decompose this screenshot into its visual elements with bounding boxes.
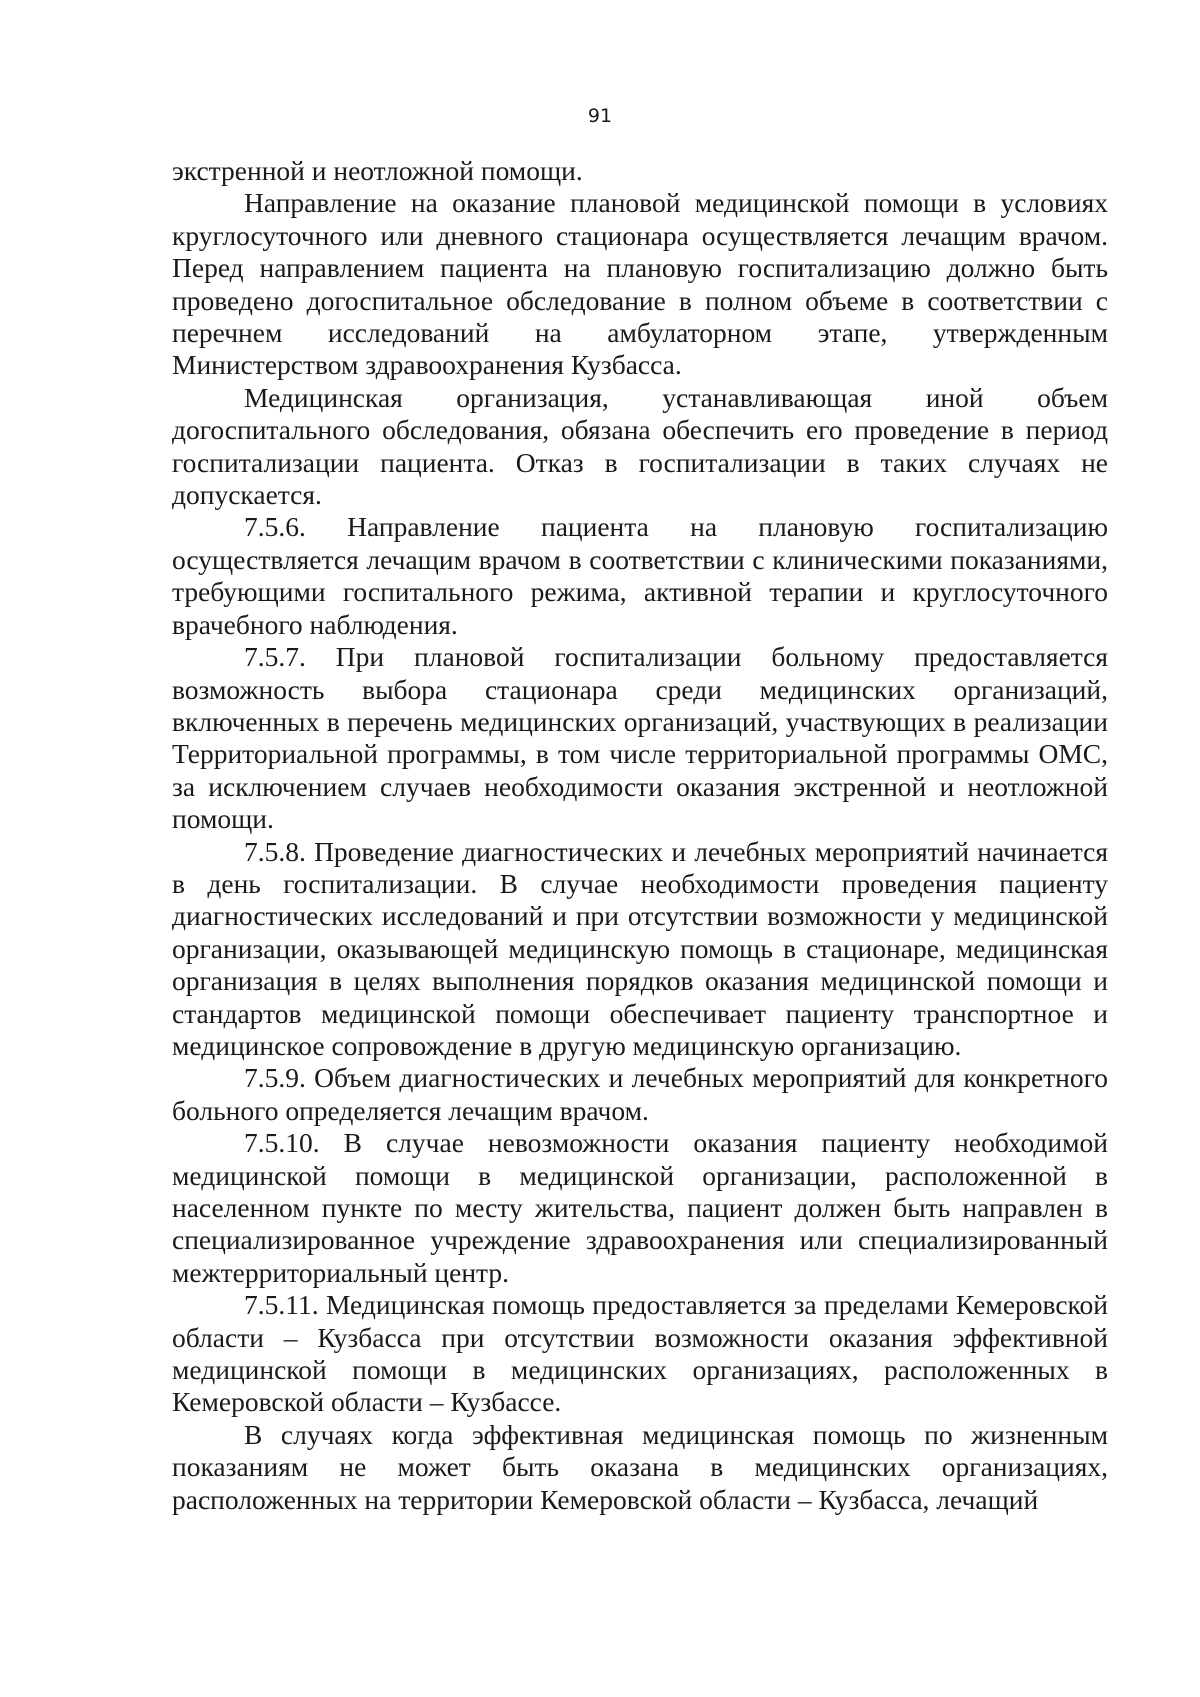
paragraph-continuation: экстренной и неотложной помощи. <box>172 155 583 186</box>
paragraph-7-5-6: 7.5.6. Направление пациента на плановую госпитализацию осуществляется лечащим врачом в соответствии с клиническими показаниями, требующими госпитального режима, активной терапии и круглосуточного врачебного наблюдения. <box>172 511 1108 640</box>
paragraph-pre-hospital-examination: Медицинская организация, устанавливающая иной объем догоспитального обследования, обязана обеспечить его проведение в период госпитализации пациента. Отказ в госпитализации в таких случаях не допускается. <box>172 381 1108 511</box>
page-number: 91 <box>587 105 613 127</box>
paragraph-7-5-8: 7.5.8. Проведение диагностических и лечебных мероприятий начинается в день госпитализации. В случае необходимости проведения пациенту диагностических исследований и при отсутствии возможности у медицинской организации, оказывающей медицинскую помощь в стационаре, медицинская организация в целях выполнения порядков оказания медицинской помощи и стандартов медицинской помощи обеспечивает пациенту транспортное и медицинское сопровождение в другую медицинскую организацию. <box>172 835 1108 1061</box>
paragraph-7-5-7: 7.5.7. При плановой госпитализации больному предоставляется возможность выбора стационара среди медицинских организаций, включенных в перечень медицинских организаций, участвующих в реализации Территориальной программы, в том числе территориальной программы ОМС, за исключением случаев необходимости оказания экстренной и неотложной помощи. <box>172 641 1108 835</box>
page-body <box>172 155 1108 1516</box>
paragraph-referral-planned-care: Направление на оказание плановой медицинской помощи в условиях круглосуточного или дневного стационара осуществляется лечащим врачом. Перед направлением пациента на плановую госпитализацию должно быть проведено догоспитальное обследование в полном объеме в соответствии с перечнем исследований на амбулаторном этапе, утвержденным Министерством здравоохранения Кузбасса. <box>172 187 1108 381</box>
paragraph-7-5-9: 7.5.9. Объем диагностических и лечебных мероприятий для конкретного больного определяется лечащим врачом. <box>172 1062 1108 1126</box>
paragraph-7-5-11: 7.5.11. Медицинская помощь предоставляется за пределами Кемеровской области – Кузбасса при отсутствии возможности оказания эффективной медицинской помощи в медицинских организациях, расположенных в Кемеровской области – Кузбассе. <box>172 1289 1108 1418</box>
paragraph-life-indications: В случаях когда эффективная медицинская помощь по жизненным показаниям не может быть оказана в медицинских организациях, расположенных на территории Кемеровской области – Кузбасса, лечащий <box>172 1418 1108 1515</box>
paragraph-7-5-10: 7.5.10. В случае невозможности оказания пациенту необходимой медицинской помощи в медицинской организации, расположенной в населенном пункте по месту жительства, пациент должен быть направлен в специализированное учреждение здравоохранения или специализированный межтерриториальный центр. <box>172 1127 1108 1288</box>
